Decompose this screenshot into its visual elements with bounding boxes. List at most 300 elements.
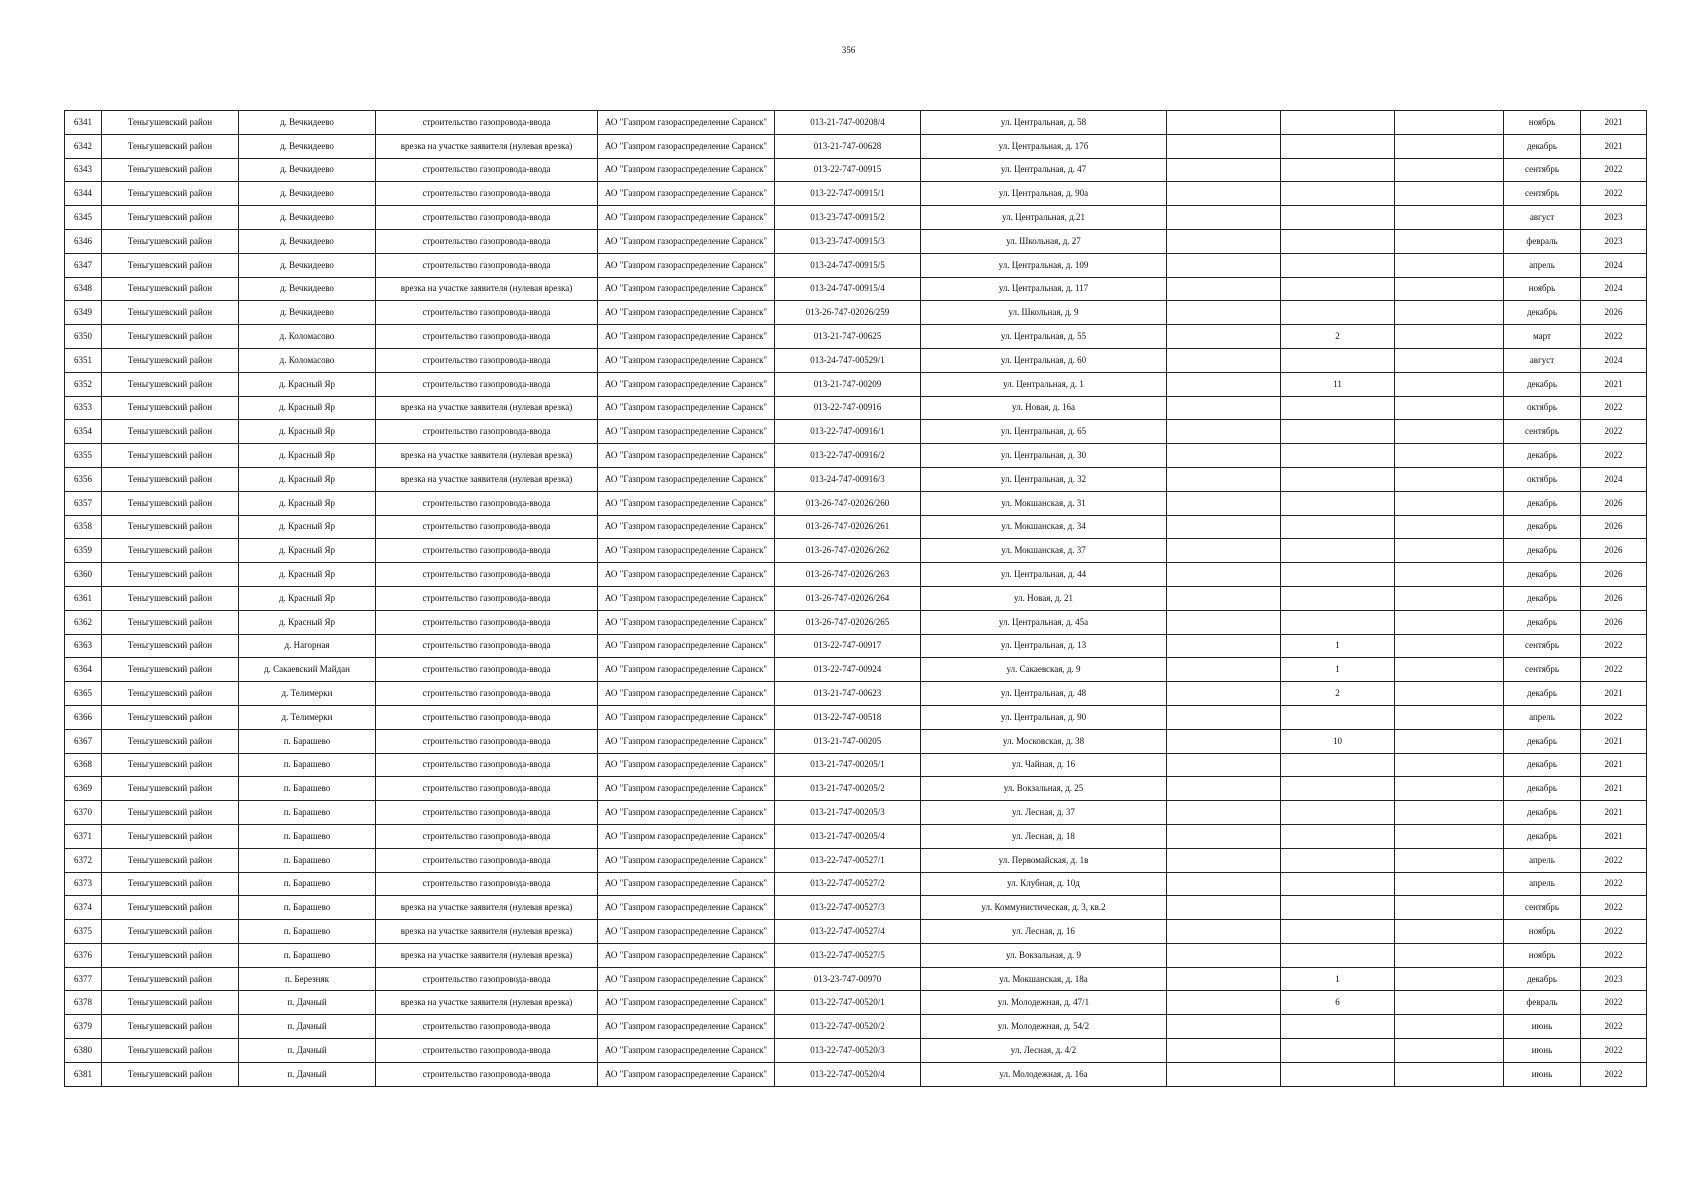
cell-row-number: 6375 — [65, 920, 102, 944]
cell-settlement: п. Барашево — [239, 753, 376, 777]
cell-month: ноябрь — [1504, 111, 1581, 135]
cell-settlement: д. Вечкидеево — [239, 158, 376, 182]
cell-empty-col-2 — [1395, 634, 1504, 658]
cell-contract-number: 013-26-747-02026/261 — [775, 515, 921, 539]
cell-month: апрель — [1504, 848, 1581, 872]
cell-empty-col-1 — [1167, 348, 1281, 372]
cell-empty-col-2 — [1395, 777, 1504, 801]
cell-count — [1281, 705, 1395, 729]
cell-year: 2021 — [1581, 111, 1647, 135]
table-row — [65, 396, 1647, 420]
cell-contract-number: 013-26-747-02026/260 — [775, 491, 921, 515]
cell-settlement: д. Красный Яр — [239, 467, 376, 491]
cell-year: 2022 — [1581, 182, 1647, 206]
cell-row-number: 6343 — [65, 158, 102, 182]
cell-address: ул. Центральная, д.21 — [921, 206, 1167, 230]
cell-empty-col-2 — [1395, 1039, 1504, 1063]
cell-month: ноябрь — [1504, 943, 1581, 967]
cell-work-type: врезка на участке заявителя (нулевая врезка) — [376, 396, 598, 420]
cell-empty-col-2 — [1395, 229, 1504, 253]
cell-year: 2021 — [1581, 682, 1647, 706]
table-row — [65, 563, 1647, 587]
cell-work-type: строительство газопровода-ввода — [376, 1039, 598, 1063]
cell-empty-col-1 — [1167, 182, 1281, 206]
cell-year: 2026 — [1581, 515, 1647, 539]
cell-organization: АО "Газпром газораспределение Саранск" — [598, 467, 775, 491]
table-row — [65, 158, 1647, 182]
cell-district: Теньгушевский район — [102, 229, 239, 253]
cell-address: ул. Коммунистическая, д. 3, кв.2 — [921, 896, 1167, 920]
cell-month: декабрь — [1504, 586, 1581, 610]
cell-settlement: д. Красный Яр — [239, 515, 376, 539]
cell-address: ул. Сакаевская, д. 9 — [921, 658, 1167, 682]
cell-empty-col-2 — [1395, 872, 1504, 896]
cell-contract-number: 013-21-747-00209 — [775, 372, 921, 396]
cell-work-type: строительство газопровода-ввода — [376, 1062, 598, 1086]
cell-empty-col-1 — [1167, 277, 1281, 301]
cell-settlement: п. Барашево — [239, 943, 376, 967]
cell-settlement: д. Телимерки — [239, 705, 376, 729]
cell-settlement: д. Красный Яр — [239, 539, 376, 563]
cell-settlement: п. Дачный — [239, 1062, 376, 1086]
cell-count — [1281, 253, 1395, 277]
cell-work-type: строительство газопровода-ввода — [376, 682, 598, 706]
cell-month: декабрь — [1504, 967, 1581, 991]
cell-organization: АО "Газпром газораспределение Саранск" — [598, 777, 775, 801]
cell-month: август — [1504, 348, 1581, 372]
cell-address: ул. Центральная, д. 47 — [921, 158, 1167, 182]
cell-empty-col-2 — [1395, 111, 1504, 135]
cell-count — [1281, 491, 1395, 515]
cell-empty-col-2 — [1395, 325, 1504, 349]
cell-address: ул. Центральная, д. 58 — [921, 111, 1167, 135]
cell-year: 2026 — [1581, 539, 1647, 563]
cell-empty-col-1 — [1167, 134, 1281, 158]
cell-contract-number: 013-22-747-00916/1 — [775, 420, 921, 444]
cell-district: Теньгушевский район — [102, 848, 239, 872]
table-row — [65, 705, 1647, 729]
cell-settlement: д. Телимерки — [239, 682, 376, 706]
cell-organization: АО "Газпром газораспределение Саранск" — [598, 348, 775, 372]
cell-empty-col-2 — [1395, 896, 1504, 920]
cell-contract-number: 013-23-747-00915/2 — [775, 206, 921, 230]
cell-empty-col-1 — [1167, 1015, 1281, 1039]
cell-contract-number: 013-24-747-00915/5 — [775, 253, 921, 277]
cell-settlement: п. Барашево — [239, 777, 376, 801]
cell-row-number: 6354 — [65, 420, 102, 444]
cell-row-number: 6366 — [65, 705, 102, 729]
table-row — [65, 824, 1647, 848]
cell-empty-col-2 — [1395, 848, 1504, 872]
cell-settlement: д. Красный Яр — [239, 444, 376, 468]
cell-settlement: д. Нагорная — [239, 634, 376, 658]
cell-row-number: 6344 — [65, 182, 102, 206]
cell-district: Теньгушевский район — [102, 515, 239, 539]
table-row — [65, 277, 1647, 301]
cell-district: Теньгушевский район — [102, 658, 239, 682]
cell-year: 2021 — [1581, 801, 1647, 825]
cell-contract-number: 013-26-747-02026/263 — [775, 563, 921, 587]
cell-empty-col-1 — [1167, 586, 1281, 610]
cell-work-type: строительство газопровода-ввода — [376, 325, 598, 349]
cell-address: ул. Центральная, д. 45а — [921, 610, 1167, 634]
cell-empty-col-2 — [1395, 586, 1504, 610]
table-row — [65, 491, 1647, 515]
cell-organization: АО "Газпром газораспределение Саранск" — [598, 991, 775, 1015]
cell-district: Теньгушевский район — [102, 277, 239, 301]
cell-organization: АО "Газпром газораспределение Саранск" — [598, 753, 775, 777]
cell-district: Теньгушевский район — [102, 586, 239, 610]
cell-row-number: 6363 — [65, 634, 102, 658]
cell-organization: АО "Газпром газораспределение Саранск" — [598, 182, 775, 206]
cell-count — [1281, 158, 1395, 182]
cell-organization: АО "Газпром газораспределение Саранск" — [598, 301, 775, 325]
cell-row-number: 6347 — [65, 253, 102, 277]
cell-month: декабрь — [1504, 682, 1581, 706]
cell-count — [1281, 229, 1395, 253]
cell-count: 2 — [1281, 325, 1395, 349]
cell-empty-col-2 — [1395, 539, 1504, 563]
cell-row-number: 6358 — [65, 515, 102, 539]
cell-district: Теньгушевский район — [102, 1039, 239, 1063]
cell-count — [1281, 610, 1395, 634]
cell-settlement: п. Дачный — [239, 1015, 376, 1039]
cell-address: ул. Центральная, д. 55 — [921, 325, 1167, 349]
cell-settlement: д. Красный Яр — [239, 586, 376, 610]
cell-year: 2022 — [1581, 896, 1647, 920]
cell-work-type: строительство газопровода-ввода — [376, 729, 598, 753]
cell-work-type: строительство газопровода-ввода — [376, 206, 598, 230]
cell-empty-col-2 — [1395, 967, 1504, 991]
cell-organization: АО "Газпром газораспределение Саранск" — [598, 967, 775, 991]
cell-settlement: п. Барашево — [239, 920, 376, 944]
cell-organization: АО "Газпром газораспределение Саранск" — [598, 920, 775, 944]
cell-address: ул. Мокшанская, д. 34 — [921, 515, 1167, 539]
cell-organization: АО "Газпром газораспределение Саранск" — [598, 229, 775, 253]
cell-address: ул. Лесная, д. 37 — [921, 801, 1167, 825]
cell-empty-col-2 — [1395, 991, 1504, 1015]
cell-address: ул. Центральная, д. 117 — [921, 277, 1167, 301]
cell-year: 2022 — [1581, 1015, 1647, 1039]
cell-empty-col-2 — [1395, 705, 1504, 729]
cell-work-type: врезка на участке заявителя (нулевая врезка) — [376, 467, 598, 491]
cell-month: март — [1504, 325, 1581, 349]
cell-empty-col-2 — [1395, 563, 1504, 587]
cell-district: Теньгушевский район — [102, 610, 239, 634]
cell-month: сентябрь — [1504, 658, 1581, 682]
cell-work-type: строительство газопровода-ввода — [376, 610, 598, 634]
cell-month: сентябрь — [1504, 182, 1581, 206]
cell-district: Теньгушевский район — [102, 420, 239, 444]
cell-count: 1 — [1281, 634, 1395, 658]
cell-empty-col-1 — [1167, 301, 1281, 325]
cell-district: Теньгушевский район — [102, 372, 239, 396]
cell-contract-number: 013-22-747-00527/1 — [775, 848, 921, 872]
cell-work-type: строительство газопровода-ввода — [376, 658, 598, 682]
cell-empty-col-1 — [1167, 824, 1281, 848]
cell-contract-number: 013-22-747-00520/4 — [775, 1062, 921, 1086]
cell-work-type: строительство газопровода-ввода — [376, 348, 598, 372]
cell-row-number: 6342 — [65, 134, 102, 158]
cell-row-number: 6365 — [65, 682, 102, 706]
cell-year: 2022 — [1581, 1062, 1647, 1086]
cell-empty-col-2 — [1395, 158, 1504, 182]
cell-year: 2022 — [1581, 325, 1647, 349]
cell-organization: АО "Газпром газораспределение Саранск" — [598, 872, 775, 896]
cell-row-number: 6352 — [65, 372, 102, 396]
cell-year: 2021 — [1581, 729, 1647, 753]
cell-count: 1 — [1281, 967, 1395, 991]
cell-organization: АО "Газпром газораспределение Саранск" — [598, 824, 775, 848]
cell-count: 11 — [1281, 372, 1395, 396]
cell-count — [1281, 348, 1395, 372]
cell-empty-col-1 — [1167, 801, 1281, 825]
cell-empty-col-1 — [1167, 396, 1281, 420]
cell-row-number: 6349 — [65, 301, 102, 325]
table-row — [65, 301, 1647, 325]
cell-settlement: д. Вечкидеево — [239, 111, 376, 135]
cell-count — [1281, 848, 1395, 872]
cell-row-number: 6374 — [65, 896, 102, 920]
cell-settlement: д. Вечкидеево — [239, 229, 376, 253]
cell-count — [1281, 1039, 1395, 1063]
cell-work-type: строительство газопровода-ввода — [376, 420, 598, 444]
cell-empty-col-2 — [1395, 729, 1504, 753]
cell-empty-col-1 — [1167, 872, 1281, 896]
cell-count — [1281, 301, 1395, 325]
registry-table — [64, 110, 1647, 1087]
cell-empty-col-1 — [1167, 610, 1281, 634]
cell-month: февраль — [1504, 229, 1581, 253]
cell-district: Теньгушевский район — [102, 539, 239, 563]
cell-empty-col-2 — [1395, 206, 1504, 230]
cell-row-number: 6372 — [65, 848, 102, 872]
cell-contract-number: 013-22-747-00527/2 — [775, 872, 921, 896]
cell-work-type: строительство газопровода-ввода — [376, 872, 598, 896]
cell-count — [1281, 444, 1395, 468]
cell-row-number: 6378 — [65, 991, 102, 1015]
cell-empty-col-2 — [1395, 1062, 1504, 1086]
cell-year: 2023 — [1581, 229, 1647, 253]
cell-settlement: д. Вечкидеево — [239, 206, 376, 230]
cell-contract-number: 013-21-747-00628 — [775, 134, 921, 158]
cell-empty-col-1 — [1167, 729, 1281, 753]
cell-year: 2022 — [1581, 848, 1647, 872]
cell-row-number: 6356 — [65, 467, 102, 491]
cell-contract-number: 013-22-747-00527/3 — [775, 896, 921, 920]
cell-empty-col-2 — [1395, 182, 1504, 206]
cell-settlement: п. Барашево — [239, 729, 376, 753]
cell-address: ул. Центральная, д. 44 — [921, 563, 1167, 587]
cell-organization: АО "Газпром газораспределение Саранск" — [598, 848, 775, 872]
cell-month: октябрь — [1504, 396, 1581, 420]
cell-year: 2026 — [1581, 586, 1647, 610]
cell-month: декабрь — [1504, 515, 1581, 539]
cell-work-type: врезка на участке заявителя (нулевая врезка) — [376, 991, 598, 1015]
cell-year: 2022 — [1581, 705, 1647, 729]
cell-year: 2022 — [1581, 872, 1647, 896]
cell-settlement: п. Барашево — [239, 896, 376, 920]
cell-empty-col-2 — [1395, 920, 1504, 944]
cell-contract-number: 013-22-747-00527/5 — [775, 943, 921, 967]
cell-year: 2024 — [1581, 467, 1647, 491]
cell-count: 1 — [1281, 658, 1395, 682]
cell-address: ул. Центральная, д. 1 — [921, 372, 1167, 396]
table-row — [65, 444, 1647, 468]
cell-settlement: д. Вечкидеево — [239, 301, 376, 325]
cell-organization: АО "Газпром газораспределение Саранск" — [598, 943, 775, 967]
cell-count: 10 — [1281, 729, 1395, 753]
cell-contract-number: 013-23-747-00915/3 — [775, 229, 921, 253]
cell-empty-col-1 — [1167, 658, 1281, 682]
registry-body — [65, 111, 1647, 1087]
cell-address: ул. Московская, д. 38 — [921, 729, 1167, 753]
cell-count — [1281, 134, 1395, 158]
cell-count — [1281, 872, 1395, 896]
table-row — [65, 848, 1647, 872]
cell-work-type: строительство газопровода-ввода — [376, 967, 598, 991]
cell-address: ул. Лесная, д. 4/2 — [921, 1039, 1167, 1063]
cell-district: Теньгушевский район — [102, 634, 239, 658]
table-row — [65, 753, 1647, 777]
cell-settlement: д. Коломасово — [239, 325, 376, 349]
cell-district: Теньгушевский район — [102, 348, 239, 372]
cell-empty-col-2 — [1395, 824, 1504, 848]
cell-settlement: д. Красный Яр — [239, 396, 376, 420]
cell-contract-number: 013-22-747-00518 — [775, 705, 921, 729]
cell-organization: АО "Газпром газораспределение Саранск" — [598, 610, 775, 634]
cell-organization: АО "Газпром газораспределение Саранск" — [598, 277, 775, 301]
cell-month: декабрь — [1504, 801, 1581, 825]
cell-empty-col-1 — [1167, 467, 1281, 491]
cell-contract-number: 013-26-747-02026/265 — [775, 610, 921, 634]
table-row — [65, 206, 1647, 230]
cell-work-type: строительство газопровода-ввода — [376, 1015, 598, 1039]
cell-settlement: д. Вечкидеево — [239, 253, 376, 277]
cell-organization: АО "Газпром газораспределение Саранск" — [598, 396, 775, 420]
cell-row-number: 6360 — [65, 563, 102, 587]
table-row — [65, 896, 1647, 920]
cell-district: Теньгушевский район — [102, 682, 239, 706]
cell-organization: АО "Газпром газораспределение Саранск" — [598, 586, 775, 610]
cell-work-type: строительство газопровода-ввода — [376, 301, 598, 325]
cell-organization: АО "Газпром газораспределение Саранск" — [598, 491, 775, 515]
cell-district: Теньгушевский район — [102, 1062, 239, 1086]
cell-district: Теньгушевский район — [102, 943, 239, 967]
cell-count — [1281, 563, 1395, 587]
cell-month: декабрь — [1504, 301, 1581, 325]
cell-address: ул. Молодежная, д. 47/1 — [921, 991, 1167, 1015]
cell-contract-number: 013-21-747-00205 — [775, 729, 921, 753]
cell-empty-col-1 — [1167, 229, 1281, 253]
cell-row-number: 6348 — [65, 277, 102, 301]
cell-year: 2026 — [1581, 301, 1647, 325]
cell-address: ул. Центральная, д. 13 — [921, 634, 1167, 658]
cell-district: Теньгушевский район — [102, 729, 239, 753]
cell-month: сентябрь — [1504, 420, 1581, 444]
cell-month: декабрь — [1504, 610, 1581, 634]
table-row — [65, 1039, 1647, 1063]
cell-row-number: 6376 — [65, 943, 102, 967]
cell-empty-col-2 — [1395, 134, 1504, 158]
cell-year: 2024 — [1581, 253, 1647, 277]
cell-month: сентябрь — [1504, 634, 1581, 658]
cell-month: декабрь — [1504, 539, 1581, 563]
cell-count — [1281, 801, 1395, 825]
cell-count — [1281, 824, 1395, 848]
cell-empty-col-1 — [1167, 634, 1281, 658]
table-row — [65, 134, 1647, 158]
cell-month: июнь — [1504, 1062, 1581, 1086]
cell-month: август — [1504, 206, 1581, 230]
cell-row-number: 6364 — [65, 658, 102, 682]
cell-empty-col-2 — [1395, 515, 1504, 539]
cell-row-number: 6345 — [65, 206, 102, 230]
cell-work-type: врезка на участке заявителя (нулевая врезка) — [376, 896, 598, 920]
cell-address: ул. Центральная, д. 65 — [921, 420, 1167, 444]
cell-contract-number: 013-21-747-00205/4 — [775, 824, 921, 848]
cell-organization: АО "Газпром газораспределение Саранск" — [598, 658, 775, 682]
cell-contract-number: 013-22-747-00527/4 — [775, 920, 921, 944]
cell-organization: АО "Газпром газораспределение Саранск" — [598, 372, 775, 396]
cell-settlement: д. Красный Яр — [239, 563, 376, 587]
cell-row-number: 6353 — [65, 396, 102, 420]
cell-empty-col-1 — [1167, 991, 1281, 1015]
cell-empty-col-1 — [1167, 753, 1281, 777]
cell-year: 2022 — [1581, 444, 1647, 468]
cell-count — [1281, 753, 1395, 777]
cell-empty-col-2 — [1395, 444, 1504, 468]
cell-organization: АО "Газпром газораспределение Саранск" — [598, 634, 775, 658]
cell-month: июнь — [1504, 1039, 1581, 1063]
cell-empty-col-1 — [1167, 206, 1281, 230]
cell-address: ул. Лесная, д. 16 — [921, 920, 1167, 944]
cell-month: декабрь — [1504, 824, 1581, 848]
cell-empty-col-1 — [1167, 539, 1281, 563]
cell-address: ул. Центральная, д. 90 — [921, 705, 1167, 729]
cell-contract-number: 013-22-747-00916 — [775, 396, 921, 420]
cell-settlement: д. Вечкидеево — [239, 277, 376, 301]
cell-month: февраль — [1504, 991, 1581, 1015]
cell-contract-number: 013-22-747-00520/3 — [775, 1039, 921, 1063]
cell-work-type: строительство газопровода-ввода — [376, 848, 598, 872]
cell-month: ноябрь — [1504, 920, 1581, 944]
cell-district: Теньгушевский район — [102, 444, 239, 468]
table-row — [65, 467, 1647, 491]
cell-count — [1281, 182, 1395, 206]
cell-contract-number: 013-24-747-00916/3 — [775, 467, 921, 491]
cell-settlement: п. Барашево — [239, 824, 376, 848]
cell-empty-col-2 — [1395, 943, 1504, 967]
cell-empty-col-1 — [1167, 420, 1281, 444]
table-row — [65, 682, 1647, 706]
cell-contract-number: 013-21-747-00205/2 — [775, 777, 921, 801]
table-row — [65, 801, 1647, 825]
cell-month: июнь — [1504, 1015, 1581, 1039]
cell-count — [1281, 1062, 1395, 1086]
cell-district: Теньгушевский район — [102, 872, 239, 896]
cell-year: 2021 — [1581, 372, 1647, 396]
cell-empty-col-1 — [1167, 515, 1281, 539]
cell-address: ул. Центральная, д. 32 — [921, 467, 1167, 491]
cell-row-number: 6369 — [65, 777, 102, 801]
cell-year: 2026 — [1581, 491, 1647, 515]
cell-district: Теньгушевский район — [102, 705, 239, 729]
cell-district: Теньгушевский район — [102, 491, 239, 515]
cell-address: ул. Центральная, д. 90а — [921, 182, 1167, 206]
cell-count — [1281, 777, 1395, 801]
cell-count — [1281, 920, 1395, 944]
